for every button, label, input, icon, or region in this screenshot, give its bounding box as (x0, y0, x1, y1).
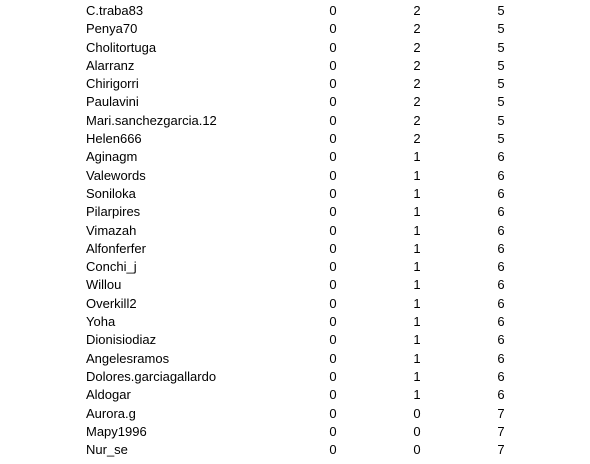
user-name-cell: Aldogar (86, 387, 131, 403)
table-row (0, 167, 590, 185)
user-name-cell: Angelesramos (86, 350, 170, 366)
value-cell-3: 6 (497, 368, 505, 384)
table-row (0, 222, 590, 240)
value-cell-1: 0 (329, 387, 337, 403)
value-cell-1: 0 (329, 442, 337, 458)
value-cell-2: 1 (413, 350, 421, 366)
value-cell-2: 0 (413, 442, 421, 458)
user-name-cell: Valewords (86, 167, 146, 183)
table-row (0, 405, 590, 423)
value-cell-1: 0 (329, 94, 337, 110)
value-cell-3: 7 (497, 442, 505, 458)
user-name-cell: Penya70 (86, 21, 138, 37)
value-cell-2: 0 (413, 423, 421, 439)
value-cell-1: 0 (329, 277, 337, 293)
user-name-cell: Helen666 (86, 131, 142, 147)
value-cell-1: 0 (329, 314, 337, 330)
value-cell-2: 1 (413, 240, 421, 256)
value-cell-3: 5 (497, 76, 505, 92)
value-cell-2: 1 (413, 387, 421, 403)
value-cell-3: 5 (497, 57, 505, 73)
table-row (0, 57, 590, 75)
value-cell-1: 0 (329, 295, 337, 311)
value-cell-3: 6 (497, 295, 505, 311)
value-cell-3: 5 (497, 112, 505, 128)
user-name-cell: Dionisiodiaz (86, 332, 157, 348)
ranking-table (0, 2, 590, 459)
value-cell-3: 7 (497, 405, 505, 421)
value-cell-3: 6 (497, 350, 505, 366)
user-name-cell: Overkill2 (86, 295, 137, 311)
table-row (0, 423, 590, 441)
value-cell-1: 0 (329, 423, 337, 439)
table-row (0, 295, 590, 313)
value-cell-3: 6 (497, 185, 505, 201)
table-row (0, 148, 590, 166)
table-row (0, 130, 590, 148)
value-cell-1: 0 (329, 39, 337, 55)
user-name-cell: Pilarpires (86, 204, 141, 220)
user-name-cell: Dolores.garciagallardo (86, 368, 217, 384)
value-cell-1: 0 (329, 149, 337, 165)
value-cell-3: 6 (497, 387, 505, 403)
value-cell-3: 6 (497, 204, 505, 220)
user-name-cell: Conchi_j (86, 259, 137, 275)
value-cell-3: 5 (497, 3, 505, 18)
value-cell-3: 7 (497, 423, 505, 439)
user-name-cell: Nur_se (86, 442, 128, 458)
table-row (0, 39, 590, 57)
value-cell-3: 6 (497, 332, 505, 348)
table-row (0, 386, 590, 404)
table-row (0, 258, 590, 276)
value-cell-1: 0 (329, 350, 337, 366)
value-cell-2: 1 (413, 149, 421, 165)
table-row (0, 368, 590, 386)
value-cell-3: 6 (497, 222, 505, 238)
value-cell-2: 1 (413, 222, 421, 238)
table-row (0, 276, 590, 294)
value-cell-2: 2 (413, 94, 421, 110)
value-cell-1: 0 (329, 222, 337, 238)
user-name-cell: Alarranz (86, 57, 135, 73)
value-cell-2: 1 (413, 368, 421, 384)
value-cell-2: 2 (413, 112, 421, 128)
table-row (0, 350, 590, 368)
value-cell-1: 0 (329, 185, 337, 201)
user-name-cell: Mapy1996 (86, 423, 147, 439)
value-cell-1: 0 (329, 240, 337, 256)
value-cell-2: 2 (413, 131, 421, 147)
value-cell-1: 0 (329, 204, 337, 220)
user-name-cell: Vimazah (86, 222, 137, 238)
value-cell-1: 0 (329, 21, 337, 37)
value-cell-2: 2 (413, 76, 421, 92)
value-cell-2: 1 (413, 277, 421, 293)
value-cell-3: 6 (497, 314, 505, 330)
value-cell-3: 6 (497, 167, 505, 183)
value-cell-1: 0 (329, 57, 337, 73)
table-row (0, 203, 590, 221)
table-row (0, 93, 590, 111)
table-row (0, 441, 590, 459)
value-cell-3: 6 (497, 149, 505, 165)
value-cell-2: 2 (413, 3, 421, 18)
value-cell-2: 2 (413, 21, 421, 37)
value-cell-1: 0 (329, 3, 337, 18)
value-cell-1: 0 (329, 112, 337, 128)
user-name-cell: Willou (86, 277, 122, 293)
value-cell-2: 1 (413, 259, 421, 275)
table-row (0, 75, 590, 93)
value-cell-2: 1 (413, 185, 421, 201)
value-cell-2: 1 (413, 295, 421, 311)
value-cell-3: 5 (497, 21, 505, 37)
table-row (0, 2, 590, 20)
value-cell-3: 6 (497, 277, 505, 293)
value-cell-1: 0 (329, 368, 337, 384)
user-name-cell: Mari.sanchezgarcia.12 (86, 112, 217, 128)
user-name-cell: Alfonferfer (86, 240, 146, 256)
value-cell-3: 5 (497, 94, 505, 110)
value-cell-3: 5 (497, 131, 505, 147)
table-row (0, 331, 590, 349)
user-name-cell: Paulavini (86, 94, 139, 110)
value-cell-3: 6 (497, 240, 505, 256)
value-cell-2: 1 (413, 332, 421, 348)
value-cell-1: 0 (329, 405, 337, 421)
user-name-cell: Chirigorri (86, 76, 139, 92)
table-row (0, 185, 590, 203)
user-name-cell: Aginagm (86, 149, 138, 165)
value-cell-1: 0 (329, 259, 337, 275)
value-cell-2: 2 (413, 57, 421, 73)
value-cell-1: 0 (329, 332, 337, 348)
value-cell-2: 1 (413, 167, 421, 183)
value-cell-2: 1 (413, 314, 421, 330)
user-name-cell: Cholitortuga (86, 39, 157, 55)
value-cell-1: 0 (329, 131, 337, 147)
value-cell-1: 0 (329, 76, 337, 92)
value-cell-3: 6 (497, 259, 505, 275)
value-cell-3: 5 (497, 39, 505, 55)
table-row (0, 240, 590, 258)
table-row (0, 112, 590, 130)
user-name-cell: C.traba83 (86, 3, 144, 18)
user-name-cell: Yoha (86, 314, 116, 330)
user-name-cell: Aurora.g (86, 405, 136, 421)
value-cell-1: 0 (329, 167, 337, 183)
value-cell-2: 2 (413, 39, 421, 55)
user-name-cell: Soniloka (86, 185, 136, 201)
value-cell-2: 1 (413, 204, 421, 220)
table-row (0, 20, 590, 38)
table-row (0, 313, 590, 331)
value-cell-2: 0 (413, 405, 421, 421)
